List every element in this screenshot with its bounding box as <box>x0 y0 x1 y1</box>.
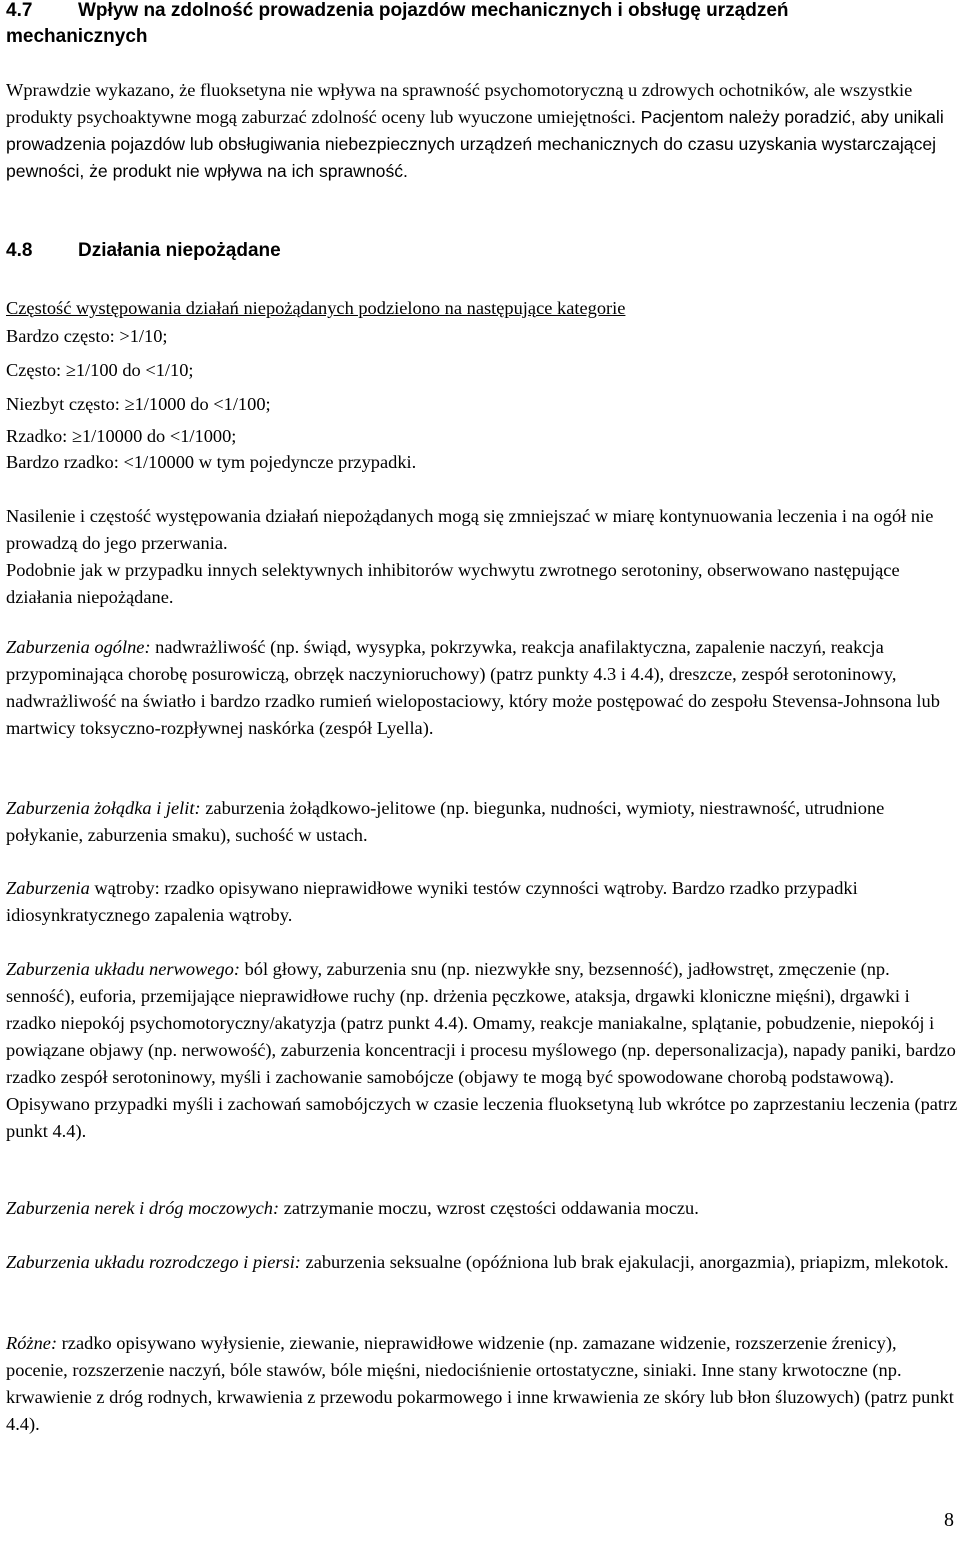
freq-label: Rzadko: <box>6 426 72 446</box>
general-disorders-label: Zaburzenia ogólne: <box>6 637 151 657</box>
similar-ssri-text: Podobnie jak w przypadku innych selektywnych inhibitorów wychwytu zwrotnego serotoniny, obserwowano następujące działania niepożądane. <box>6 560 900 607</box>
section-title-line-1: Wpływ na zdolność prowadzenia pojazdów mechanicznych i obsługę urządzeń <box>78 0 789 21</box>
gi-disorders-paragraph <box>6 795 958 849</box>
freq-label: Często: <box>6 360 66 380</box>
driving-text-serif: Wprawdzie wykazano, że fluoksetyna nie wpływa na sprawność psychomotoryczną u zdrowych ochotników, ale wszystkie produkty psychoaktywne mogą zaburzać zdolność oceny lub wyuczone umiejętności. <box>6 80 913 127</box>
kidney-disorders-paragraph <box>6 1195 958 1222</box>
frequency-intro: Częstość występowania działań niepożądanych podzielono na następujące kategorie <box>6 298 626 318</box>
misc-disorders-label: Różne: <box>6 1333 58 1353</box>
freq-value: ≥1/1000 do <1/100; <box>124 394 271 414</box>
misc-disorders-text: rzadko opisywano wyłysienie, ziewanie, nieprawidłowe widzenie (np. zamazane widzenie, rozszerzenie źrenicy), pocenie, rozszerzenie naczyń, bóle stawów, bóle mięśni, niedociśnienie ortostatyczne, siniaki. Inne stany krwotoczne (np. krwawienie z dróg rodnych, krwawienia z przewodu pokarmowego i inne krwawienia ze skóry lub błon śluzowych) (patrz punkt 4.4). <box>6 1333 954 1434</box>
section-title: Działania niepożądane <box>78 240 281 261</box>
liver-disorders-text: wątroby: rzadko opisywano nieprawidłowe wyniki testów czynności wątroby. Bardzo rzadko przypadki idiosynkratycznego zapalenia wątroby. <box>6 878 858 925</box>
kidney-disorders-label: Zaburzenia nerek i dróg moczowych: <box>6 1198 280 1218</box>
freq-common <box>6 357 194 384</box>
freq-value: ≥1/10000 do <1/1000; <box>71 426 237 446</box>
freq-label: Niezbyt często: <box>6 394 125 414</box>
nervous-disorders-label: Zaburzenia układu nerwowego: <box>6 959 240 979</box>
gi-disorders-label: Zaburzenia żołądka i jelit: <box>6 798 201 818</box>
kidney-disorders-text: zatrzymanie moczu, wzrost częstości oddawania moczu. <box>279 1198 699 1218</box>
driving-paragraph <box>6 77 958 185</box>
nervous-disorders-paragraph <box>6 956 958 1145</box>
page-number: 8 <box>944 1509 954 1531</box>
reproductive-disorders-text: zaburzenia seksualne (opóźniona lub brak ejakulacji, anorgazmia), priapizm, mlekotok. <box>300 1252 949 1272</box>
freq-rare <box>6 423 236 450</box>
section-title-line-2: mechanicznych <box>6 26 148 47</box>
liver-disorders-label: Zaburzenia <box>6 878 90 898</box>
severity-text: Nasilenie i częstość występowania działań niepożądanych mogą się zmniejszać w miarę kontynuowania leczenia i na ogół nie prowadzą do jego przerwania. <box>6 506 934 553</box>
gi-disorders-text: zaburzenia żołądkowo-jelitowe (np. biegunka, nudności, wymioty, niestrawność, utrudnione połykanie, zaburzenia smaku), suchość w ustach. <box>6 798 885 845</box>
driving-text-sans: Pacjentom należy poradzić, aby unikali prowadzenia pojazdów lub obsługiwania niebezpiecznych urządzeń mechanicznych do czasu uzyskania wystarczającej pewności, że produkt nie wpływa na ich sprawność. <box>6 107 944 181</box>
severity-paragraph <box>6 503 958 611</box>
freq-very-rare: Bardzo rzadko: <1/10000 w tym pojedyncze przypadki. <box>6 452 417 472</box>
section-heading-4-7 <box>6 0 789 50</box>
general-disorders-text: nadwrażliwość (np. świąd, wysypka, pokrzywka, reakcja anafilaktyczna, zapalenie naczyń, reakcja przypominająca chorobę posurowiczą, obrzęk naczynioruchowy) (patrz punkty 4.3 i 4.4), dreszcze, zespół serotoninowy, nadwrażliwość na światło i bardzo rzadko rumień wielopostaciowy, który może postępować do zespołu Stevensa-Johnsona lub martwicy toksyczno-rozpływnej naskórka (zespół Lyella). <box>6 637 940 738</box>
misc-disorders-paragraph <box>6 1330 958 1438</box>
section-number: 4.8 <box>6 240 33 261</box>
general-disorders-paragraph <box>6 634 958 742</box>
liver-disorders-paragraph <box>6 875 958 929</box>
reproductive-disorders-paragraph <box>6 1249 958 1276</box>
freq-very-common: Bardzo często: >1/10; <box>6 326 168 346</box>
freq-uncommon <box>6 391 271 418</box>
reproductive-disorders-label: Zaburzenia układu rozrodczego i piersi: <box>6 1252 301 1272</box>
nervous-disorders-text: ból głowy, zaburzenia snu (np. niezwykłe sny, bezsenność), jadłowstręt, zmęczenie (np. senność), euforia, przemijające nieprawidłowe ruchy (np. drżenia pęczkowe, ataksja, drgawki kloniczne mięśni), drgawki i rzadko niepokój psychomotoryczny/akatyzja (patrz punkt 4.4). Omamy, reakcje maniakalne, splątanie, pobudzenie, niepokój i powiązane objawy (np. nerwowość), zaburzenia koncentracji i procesu myślowego (np. depersonalizacja), napady paniki, bardzo rzadko zespół serotoninowy, myśli i zachowanie samobójcze (objawy te mogą być spowodowane chorobą podstawową). Opisywano przypadki myśli i zachowań samobójczych w czasie leczenia fluoksetyną lub wkrótce po zaprzestaniu leczenia (patrz punkt 4.4). <box>6 959 958 1141</box>
freq-value: ≥1/100 do <1/10; <box>65 360 194 380</box>
section-number: 4.7 <box>6 0 33 21</box>
section-heading-4-8 <box>6 238 281 264</box>
